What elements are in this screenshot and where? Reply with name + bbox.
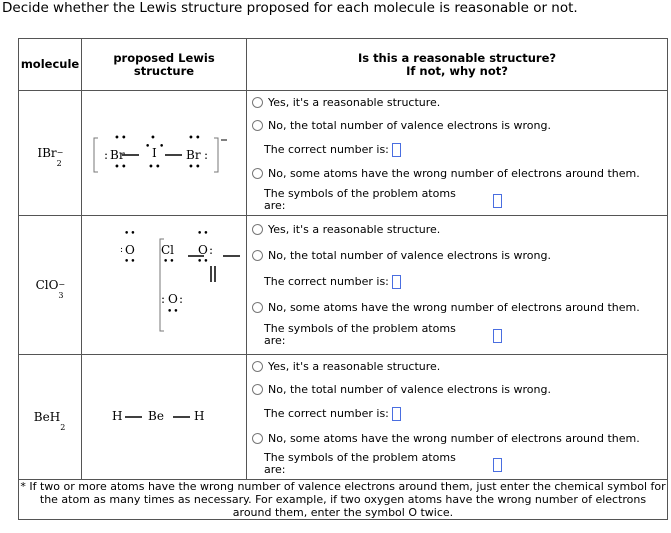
atom-cl: Cl [161, 243, 175, 257]
header-row [19, 39, 668, 91]
row-beh2 [19, 355, 668, 480]
header-reasonable-line2: If not, why not? [406, 63, 508, 78]
option-clo3-yes[interactable] [252, 223, 440, 236]
option-ibr2-wrong-total-label: No, the total number of valence electrons is wrong. [268, 119, 551, 132]
correct-number-clo3-input[interactable] [392, 275, 401, 289]
dots-br1-left: : [104, 148, 109, 162]
lewis-clo3 [82, 216, 247, 355]
correct-number-clo3 [264, 275, 401, 289]
option-clo3-wrong-atoms-label: No, some atoms have the wrong number of electrons around them. [268, 301, 640, 314]
correct-number-clo3-label: The correct number is: [264, 275, 389, 288]
option-clo3-wrong-atoms[interactable] [252, 301, 640, 314]
symbols-beh2-line2: are: [264, 463, 286, 476]
question-prompt: Decide whether the Lewis structure proposed for each molecule is reasonable or not. [2, 0, 578, 16]
dots-o1-top: •• [124, 229, 137, 239]
radio-clo3-yes[interactable] [252, 224, 263, 235]
correct-number-beh2-input[interactable] [392, 407, 401, 421]
dots-br1-top: •• [114, 133, 128, 144]
atom-br2: Br [186, 148, 201, 162]
symbols-clo3 [264, 323, 456, 347]
symbols-ibr2 [264, 188, 456, 212]
atom-o1: O [125, 243, 135, 257]
symbols-beh2 [264, 452, 456, 476]
header-molecule: molecule [19, 39, 82, 91]
correct-number-ibr2-input[interactable] [392, 143, 401, 157]
dots-br2-top: •• [188, 133, 202, 144]
option-ibr2-wrong-atoms-label: No, some atoms have the wrong number of electrons around them. [268, 167, 640, 180]
dots-br1-bottom: •• [114, 162, 128, 173]
radio-ibr2-wrong-total[interactable] [252, 120, 263, 131]
dots-o2-top: •• [197, 229, 210, 239]
options-beh2 [247, 355, 668, 480]
header-lewis [82, 39, 247, 91]
option-ibr2-wrong-total[interactable] [252, 119, 551, 132]
dots-o1-bottom: •• [124, 257, 137, 267]
correct-number-ibr2-label: The correct number is: [264, 143, 389, 156]
symbols-clo3-input[interactable] [493, 329, 502, 343]
radio-ibr2-yes[interactable] [252, 97, 263, 108]
atom-i: I [152, 146, 157, 160]
option-beh2-wrong-atoms[interactable] [252, 432, 640, 445]
options-clo3 [247, 216, 668, 355]
atom-h2: H [194, 409, 205, 423]
radio-clo3-wrong-atoms[interactable] [252, 302, 263, 313]
option-beh2-yes[interactable] [252, 360, 440, 373]
option-clo3-wrong-total[interactable] [252, 249, 551, 262]
header-lewis-line1: proposed Lewis [113, 50, 215, 65]
row-ibr2 [19, 91, 668, 216]
dots-o3-left: : [161, 292, 166, 306]
correct-number-beh2 [264, 407, 401, 421]
dots-br2-bottom: •• [188, 162, 202, 173]
dots-br2-right: : [204, 148, 209, 162]
option-beh2-wrong-atoms-label: No, some atoms have the wrong number of electrons around them. [268, 432, 640, 445]
lewis-clo3-drawing [82, 216, 247, 354]
lewis-beh2-drawing [82, 355, 247, 479]
symbols-clo3-line2: are: [264, 334, 286, 347]
correct-number-ibr2 [264, 143, 401, 157]
dots-i-left: • [145, 142, 151, 152]
option-clo3-wrong-total-label: No, the total number of valence electrons is wrong. [268, 249, 551, 262]
atom-be: Be [148, 409, 164, 423]
molecule-beh2: BeH 2 [19, 355, 82, 480]
option-ibr2-yes[interactable] [252, 96, 440, 109]
header-reasonable-line1: Is this a reasonable structure? [357, 50, 557, 65]
radio-beh2-wrong-atoms[interactable] [252, 433, 263, 444]
correct-number-beh2-label: The correct number is: [264, 407, 389, 420]
dots-o1-left: : [120, 245, 124, 255]
molecule-clo3: ClO − 3 [19, 216, 82, 355]
header-reasonable [247, 39, 668, 91]
options-ibr2 [247, 91, 668, 216]
dots-cl-bottom: •• [163, 257, 176, 267]
symbols-ibr2-line2: are: [264, 199, 286, 212]
lewis-ibr2 [82, 91, 247, 216]
dots-i-bottom: •• [148, 162, 162, 173]
symbols-ibr2-line1: The symbols of the problem atoms [264, 187, 456, 200]
lewis-table [18, 38, 668, 520]
dots-o2-bottom: •• [197, 257, 210, 267]
symbols-beh2-line1: The symbols of the problem atoms [264, 451, 456, 464]
atom-o3: O [168, 292, 178, 306]
footnote-row [19, 480, 668, 520]
option-clo3-yes-label: Yes, it's a reasonable structure. [268, 223, 441, 236]
symbols-clo3-line1: The symbols of the problem atoms [264, 322, 456, 335]
radio-beh2-wrong-total[interactable] [252, 384, 263, 395]
dots-o3-right: : [179, 292, 184, 306]
option-beh2-wrong-total[interactable] [252, 383, 551, 396]
radio-beh2-yes[interactable] [252, 361, 263, 372]
dots-i-top: • [150, 133, 157, 144]
header-lewis-line2: structure [133, 63, 195, 78]
lewis-beh2 [82, 355, 247, 480]
footnote: * If two or more atoms have the wrong number of valence electrons around them, just enter the chemical symbol for the atom as many times as necessary. For example, if two oxygen atoms have the wrong number of electrons around them, enter the symbol O twice. [20, 480, 666, 519]
dots-o3-bottom: •• [167, 307, 180, 317]
dots-i-right: • [159, 142, 165, 152]
option-beh2-wrong-total-label: No, the total number of valence electrons is wrong. [268, 383, 551, 396]
atom-br1: Br [110, 148, 125, 162]
option-beh2-yes-label: Yes, it's a reasonable structure. [268, 360, 441, 373]
row-clo3 [19, 216, 668, 355]
symbols-ibr2-input[interactable] [493, 194, 502, 208]
radio-ibr2-wrong-atoms[interactable] [252, 168, 263, 179]
atom-o2: O [198, 243, 208, 257]
option-ibr2-yes-label: Yes, it's a reasonable structure. [268, 96, 441, 109]
molecule-ibr2: IBr − 2 [19, 91, 82, 216]
option-ibr2-wrong-atoms[interactable] [252, 167, 640, 180]
dots-o2-right: : [209, 243, 214, 257]
atom-h1: H [112, 409, 123, 423]
symbols-beh2-input[interactable] [493, 458, 502, 472]
radio-clo3-wrong-total[interactable] [252, 250, 263, 261]
